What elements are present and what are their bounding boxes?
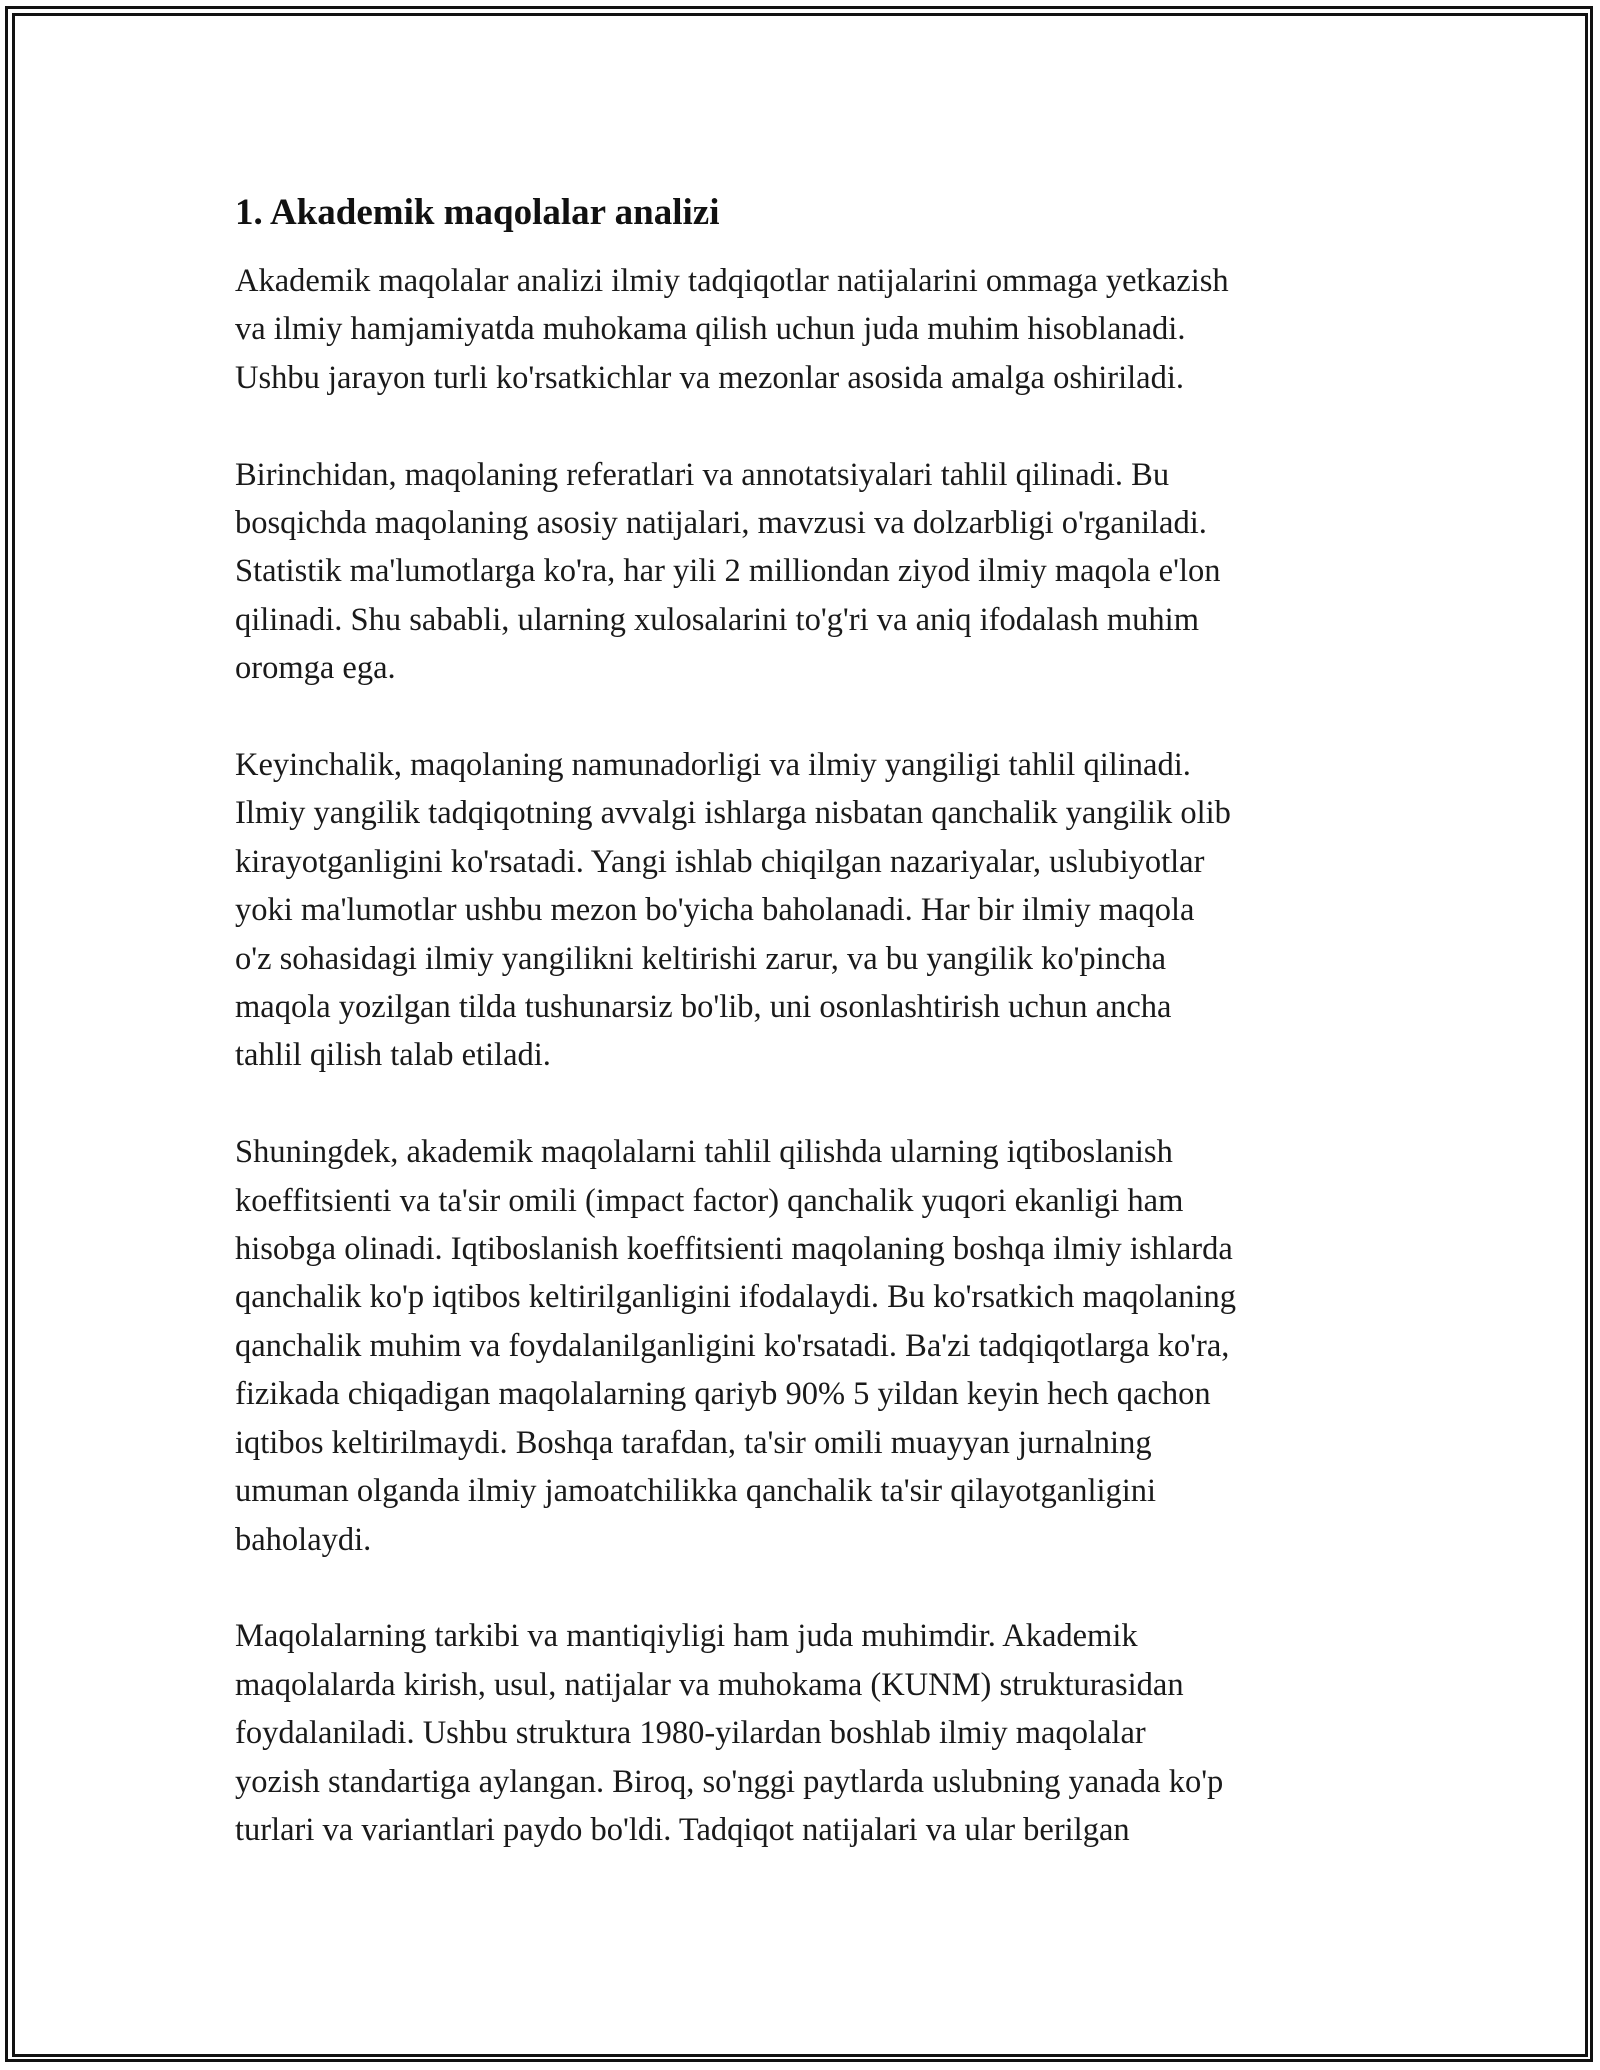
section-heading: 1. Akademik maqolalar analizi bbox=[235, 192, 720, 233]
text-line: Shuningdek, akademik maqolalarni tahlil qilishda ularning iqtiboslanish bbox=[235, 1134, 1173, 1171]
text-line: turlari va variantlari paydo bo'ldi. Tadqiqot natijalari va ular berilgan bbox=[235, 1811, 1130, 1848]
paragraph-structure bbox=[235, 1612, 1385, 1854]
text-line: Akademik maqolalar analizi ilmiy tadqiqotlar natijalarini ommaga yetkazish bbox=[235, 263, 1229, 299]
text-line: Birinchidan, maqolaning referatlari va annotatsiyalari tahlil qilinadi. Bu bbox=[235, 456, 1170, 493]
text-line: umuman olganda ilmiy jamoatchilikka qanchalik ta'sir qilayotganligini bbox=[235, 1473, 1157, 1510]
text-line: o'z sohasidagi ilmiy yangilikni keltirishi zarur, va bu yangilik ko'pincha bbox=[235, 940, 1167, 977]
text-line: Ilmiy yangilik tadqiqotning avvalgi ishlarga nisbatan qanchalik yangilik olib bbox=[235, 795, 1231, 832]
text-line: tahlil qilish talab etiladi. bbox=[235, 1037, 551, 1074]
text-line: maqolalarda kirish, usul, natijalar va muhokama (KUNM) strukturasidan bbox=[235, 1666, 1184, 1703]
text-line: kirayotganligini ko'rsatadi. Yangi ishlab chiqilgan nazariyalar, uslubiyotlar bbox=[235, 843, 1205, 880]
text-line: Maqolalarning tarkibi va mantiqiyligi ham juda muhimdir. Akademik bbox=[235, 1618, 1138, 1655]
text-line: qilinadi. Shu sababli, ularning xulosalarini to'g'ri va aniq ifodalash muhim bbox=[235, 601, 1199, 638]
text-line: foydalaniladi. Ushbu struktura 1980-yilardan boshlab ilmiy maqolalar bbox=[235, 1715, 1146, 1752]
text-line: Statistik ma'lumotlarga ko'ra, har yili 2 milliondan ziyod ilmiy maqola e'lon bbox=[235, 553, 1221, 590]
text-line: oromga ega. bbox=[235, 650, 396, 687]
paragraph-citations bbox=[235, 1128, 1385, 1564]
text-line: qanchalik ko'p iqtibos keltirilganligini ifodalaydi. Bu ko'rsatkich maqolaning bbox=[235, 1279, 1236, 1316]
text-line: baholaydi. bbox=[235, 1521, 372, 1558]
paragraph-abstracts bbox=[235, 451, 1385, 693]
text-line: va ilmiy hamjamiyatda muhokama qilish uchun juda muhim hisoblanadi. bbox=[235, 311, 1186, 348]
text-line: qanchalik muhim va foydalanilganligini ko'rsatadi. Ba'zi tadqiqotlarga ko'ra, bbox=[235, 1327, 1230, 1364]
paragraph-intro bbox=[235, 257, 1385, 402]
text-line: yozish standartiga aylangan. Biroq, so'nggi paytlarda uslubning yanada ko'p bbox=[235, 1763, 1224, 1800]
text-line: bosqichda maqolaning asosiy natijalari, mavzusi va dolzarbligi o'rganiladi. bbox=[235, 505, 1207, 542]
paragraph-novelty bbox=[235, 741, 1385, 1080]
text-line: Ushbu jarayon turli ko'rsatkichlar va mezonlar asosida amalga oshiriladi. bbox=[235, 359, 1184, 396]
text-line: yoki ma'lumotlar ushbu mezon bo'yicha baholanadi. Har bir ilmiy maqola bbox=[235, 892, 1195, 929]
text-line: iqtibos keltirilmaydi. Boshqa tarafdan, ta'sir omili muayyan jurnalning bbox=[235, 1424, 1152, 1461]
text-line: hisobga olinadi. Iqtiboslanish koeffitsienti maqolaning boshqa ilmiy ishlarda bbox=[235, 1231, 1233, 1268]
text-line: Keyinchalik, maqolaning namunadorligi va ilmiy yangiligi tahlil qilinadi. bbox=[235, 747, 1191, 784]
document-body bbox=[235, 188, 1385, 1903]
text-line: koeffitsienti va ta'sir omili (impact factor) qanchalik yuqori ekanligi ham bbox=[235, 1182, 1184, 1219]
text-line: maqola yozilgan tilda tushunarsiz bo'lib, uni osonlashtirish uchun ancha bbox=[235, 989, 1172, 1026]
text-line: fizikada chiqadigan maqolalarning qariyb 90% 5 yildan keyin hech qachon bbox=[235, 1376, 1211, 1413]
